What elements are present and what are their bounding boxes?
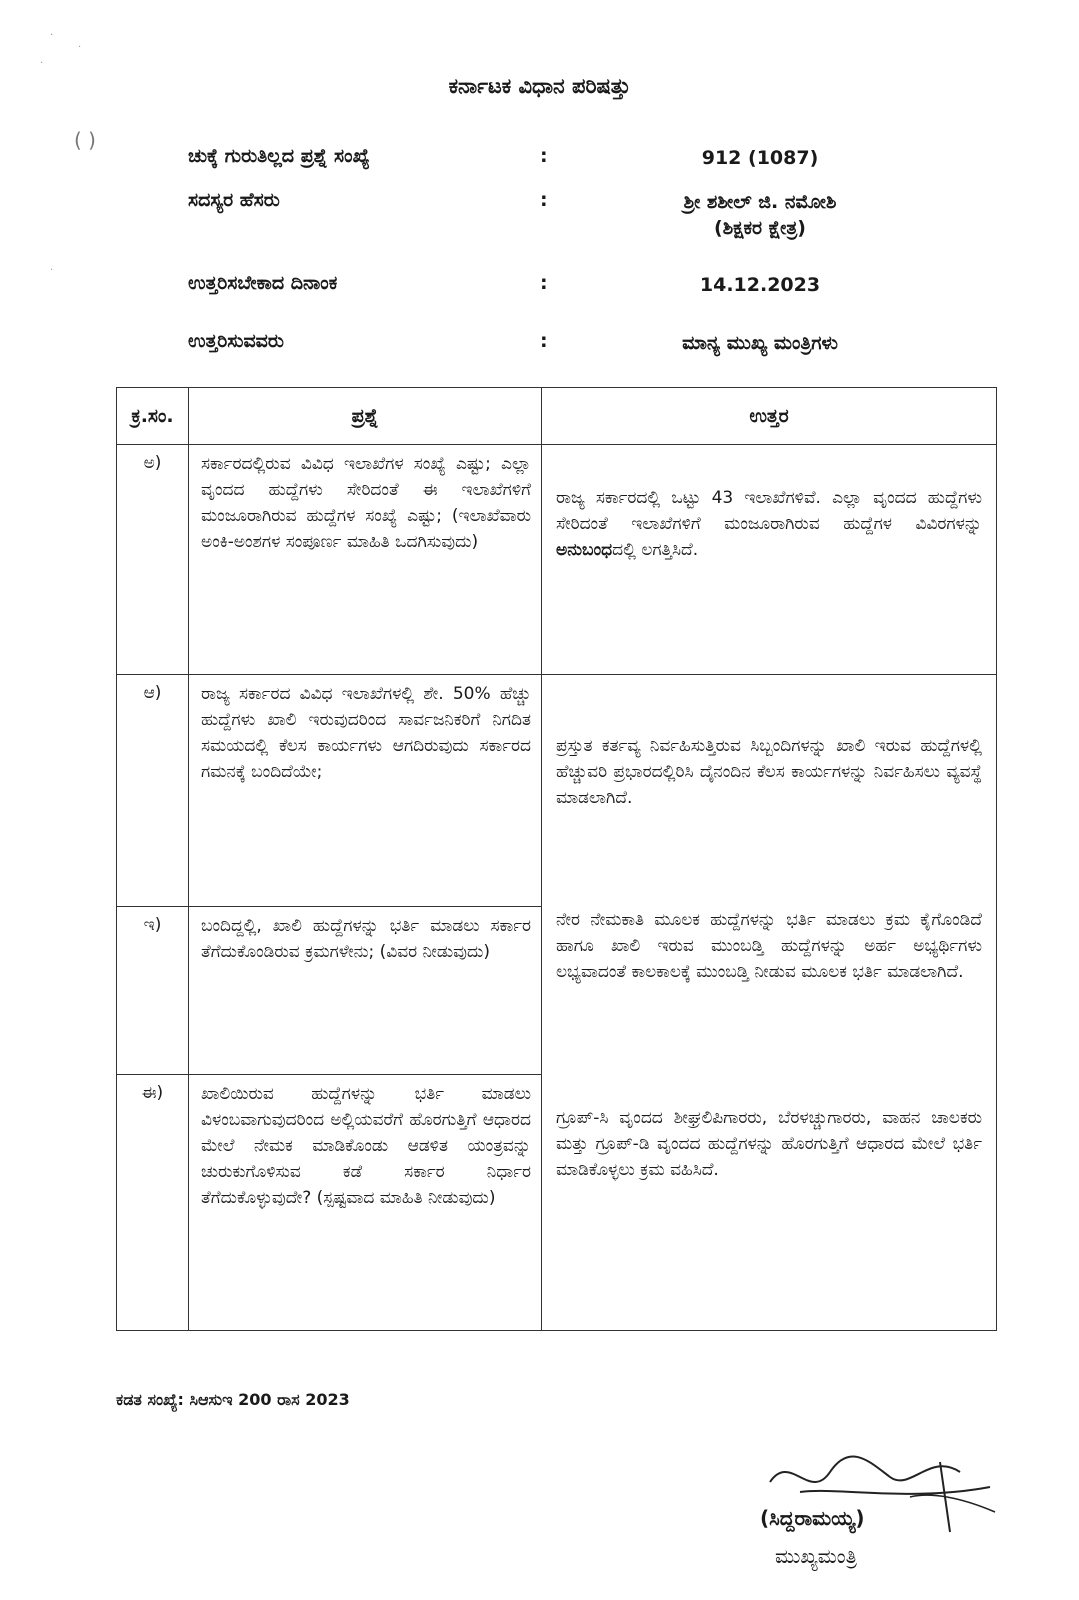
answer-cell (542, 675, 997, 907)
answer-text-part: ರಾಜ್ಯ ಸರ್ಕಾರದಲ್ಲಿ ಒಟ್ಟು 43 ಇಲಾಖೆಗಳಿವೆ. ಎಲ್ಲಾ ವೃಂದದ ಹುದ್ದೆಗಳು ಸೇರಿದಂತೆ ಇಲಾಖೆಗಳಿಗೆ ಮಂಜೂರಾಗಿರುವ ಹುದ್ದೆಗಳ ವಿವಿರಗಳನ್ನು (556, 488, 982, 534)
serial-cell: ಅ) (117, 445, 189, 675)
header-label: ಚುಕ್ಕೆ ಗುರುತಿಲ್ಲದ ಪ್ರಶ್ನೆ ಸಂಖ್ಯೆ (188, 145, 370, 167)
answer-text: ನೇರ ನೇಮಕಾತಿ ಮೂಲಕ ಹುದ್ದೆಗಳನ್ನು ಭರ್ತಿ ಮಾಡಲು ಕ್ರಮ ಕೈಗೊಂಡಿದೆ ಹಾಗೂ ಖಾಲಿ ಇರುವ ಮುಂಬಡ್ತಿ ಹುದ್ದೆಗಳನ್ನು ಅರ್ಹ ಅಭ್ಯರ್ಥಿಗಳು ಲಭ್ಯವಾದಂತೆ ಕಾಲಕಾಲಕ್ಕೆ ಮುಂಬಡ್ತಿ ನೀಡುವ ಮೂಲಕ ಭರ್ತಿ ಮಾಡಲಾಗಿದೆ. (556, 909, 982, 982)
header-label: ಸದಸ್ಯರ ಹೆಸರು (188, 189, 280, 211)
serial-cell: ಇ) (117, 907, 189, 1075)
header-colon: : (540, 189, 548, 211)
annexure-reference: ಅನುಬಂಧ (556, 540, 613, 560)
table-row (117, 1075, 997, 1331)
scan-speck: · (50, 30, 54, 41)
header-value-line: (ಶಿಕ್ಷಕರ ಕ್ಷೇತ್ರ) (714, 217, 806, 239)
scan-speck: · (40, 58, 44, 69)
serial-cell: ಆ) (117, 675, 189, 907)
header-value (600, 189, 920, 241)
header-value-line: ಶ್ರೀ ಶಶೀಲ್ ಜಿ. ನಮೋಶಿ (683, 191, 837, 213)
question-cell: ರಾಜ್ಯ ಸರ್ಕಾರದ ವಿವಿಧ ಇಲಾಖೆಗಳಲ್ಲಿ ಶೇ. 50% ಹೆಚ್ಚು ಹುದ್ದೆಗಳು ಖಾಲಿ ಇರುವುದರಿಂದ ಸಾರ್ವಜನಿಕರಿಗೆ ನಿಗದಿತ ಸಮಯದಲ್ಲಿ ಕೆಲಸ ಕಾರ್ಯಗಳು ಆಗದಿರುವುದು ಸರ್ಕಾರದ ಗಮನಕ್ಕೆ ಬಂದಿದೆಯೇ; (189, 675, 542, 907)
header-value-line: ಮಾನ್ಯ ಮುಖ್ಯ ಮಂತ್ರಿಗಳು (682, 332, 838, 354)
column-header-answer: ಉತ್ತರ (542, 388, 997, 445)
answer-cell (542, 445, 997, 675)
header-colon: : (540, 272, 548, 294)
header-label: ಉತ್ತರಿಸುವವರು (188, 330, 284, 352)
question-cell: ಸರ್ಕಾರದಲ್ಲಿರುವ ವಿವಿಧ ಇಲಾಖೆಗಳ ಸಂಖ್ಯೆ ಎಷ್ಟು; ಎಲ್ಲಾ ವೃಂದದ ಹುದ್ದೆಗಳು ಸೇರಿದಂತೆ ಈ ಇಲಾಖೆಗಳಿಗೆ ಮಂಜೂರಾಗಿರುವ ಹುದ್ದೆಗಳ ಸಂಖ್ಯೆ ಎಷ್ಟು; (ಇಲಾಖೆವಾರು ಅಂಕಿ-ಅಂಶಗಳ ಸಂಪೂರ್ಣ ಮಾಹಿತಿ ಒದಗಿಸುವುದು) (189, 445, 542, 675)
signatory-name: (ಸಿದ್ದರಾಮಯ್ಯ) (760, 1506, 865, 1530)
signatory-title: ಮುಖ್ಯಮಂತ್ರಿ (775, 1544, 858, 1568)
question-cell: ಖಾಲಿಯಿರುವ ಹುದ್ದೆಗಳನ್ನು ಭರ್ತಿ ಮಾಡಲು ವಿಳಂಬವಾಗುವುದರಿಂದ ಅಲ್ಲಿಯವರೆಗೆ ಹೊರಗುತ್ತಿಗೆ ಆಧಾರದ ಮೇಲೆ ನೇಮಕ ಮಾಡಿಕೊಂಡು ಆಡಳಿತ ಯಂತ್ರವನ್ನು ಚುರುಕುಗೊಳಿಸುವ ಕಡೆ ಸರ್ಕಾರ ನಿರ್ಧಾರ ತೆಗೆದುಕೊಳ್ಳುವುದೇ? (ಸ್ಪಷ್ಟವಾದ ಮಾಹಿತಿ ನೀಡುವುದು) (189, 1075, 542, 1331)
table-header-row (117, 388, 997, 445)
answer-cell (542, 907, 997, 1075)
file-number: ಕಡತ ಸಂಖ್ಯೆ: ಸಿಆಸುಇ 200 ರಾಸ 2023 (116, 1390, 350, 1409)
header-value (600, 145, 920, 171)
table-row (117, 907, 997, 1075)
scan-hole-mark: ( ) (74, 128, 96, 152)
serial-cell: ಈ) (117, 1075, 189, 1331)
header-value-line: 14.12.2023 (699, 274, 821, 296)
answer-cell (542, 1075, 997, 1331)
question-cell: ಬಂದಿದ್ದಲ್ಲಿ, ಖಾಲಿ ಹುದ್ದೆಗಳನ್ನು ಭರ್ತಿ ಮಾಡಲು ಸರ್ಕಾರ ತೆಗೆದುಕೊಂಡಿರುವ ಕ್ರಮಗಳೇನು; (ವಿವರ ನೀಡುವುದು) (189, 907, 542, 1075)
column-header-serial: ಕ್ರ.ಸಂ. (117, 388, 189, 445)
header-label: ಉತ್ತರಿಸಬೇಕಾದ ದಿನಾಂಕ (188, 272, 338, 294)
header-value (600, 272, 920, 298)
header-value-line: 912 (1087) (701, 147, 819, 169)
header-value (600, 330, 920, 356)
header-colon: : (540, 330, 548, 352)
column-header-question: ಪ್ರಶ್ನೆ (189, 388, 542, 445)
header-colon: : (540, 145, 548, 167)
council-title: ಕರ್ನಾಟಕ ವಿಧಾನ ಪರಿಷತ್ತು (448, 74, 631, 98)
scan-speck: · (50, 265, 54, 276)
scan-speck: · (78, 42, 82, 53)
table-row (117, 675, 997, 907)
table-row (117, 445, 997, 675)
answer-text: ಗ್ರೂಪ್-ಸಿ ವೃಂದದ ಶೀಘ್ರಲಿಪಿಗಾರರು, ಬೆರಳಚ್ಚುಗಾರರು, ವಾಹನ ಚಾಲಕರು ಮತ್ತು ಗ್ರೂಪ್-ಡಿ ವೃಂದದ ಹುದ್ದೆಗಳನ್ನು ಹೊರಗುತ್ತಿಗೆ ಆಧಾರದ ಮೇಲೆ ಭರ್ತಿ ಮಾಡಿಕೊಳ್ಳಲು ಕ್ರಮ ವಹಿಸಿದೆ. (556, 1107, 982, 1180)
question-answer-table (116, 387, 997, 1331)
answer-text (556, 445, 982, 563)
answer-text: ಪ್ರಸ್ತುತ ಕರ್ತವ್ಯ ನಿರ್ವಹಿಸುತ್ತಿರುವ ಸಿಬ್ಬಂದಿಗಳನ್ನು ಖಾಲಿ ಇರುವ ಹುದ್ದೆಗಳಲ್ಲಿ ಹೆಚ್ಚುವರಿ ಪ್ರಭಾರದಲ್ಲಿರಿಸಿ ದೈನಂದಿನ ಕೆಲಸ ಕಾರ್ಯಗಳನ್ನು ನಿರ್ವಹಿಸಲು ವ್ಯವಸ್ಥೆ ಮಾಡಲಾಗಿದೆ. (556, 736, 982, 808)
answer-text-part: ದಲ್ಲಿ ಲಗತ್ತಿಸಿದೆ. (612, 540, 699, 560)
